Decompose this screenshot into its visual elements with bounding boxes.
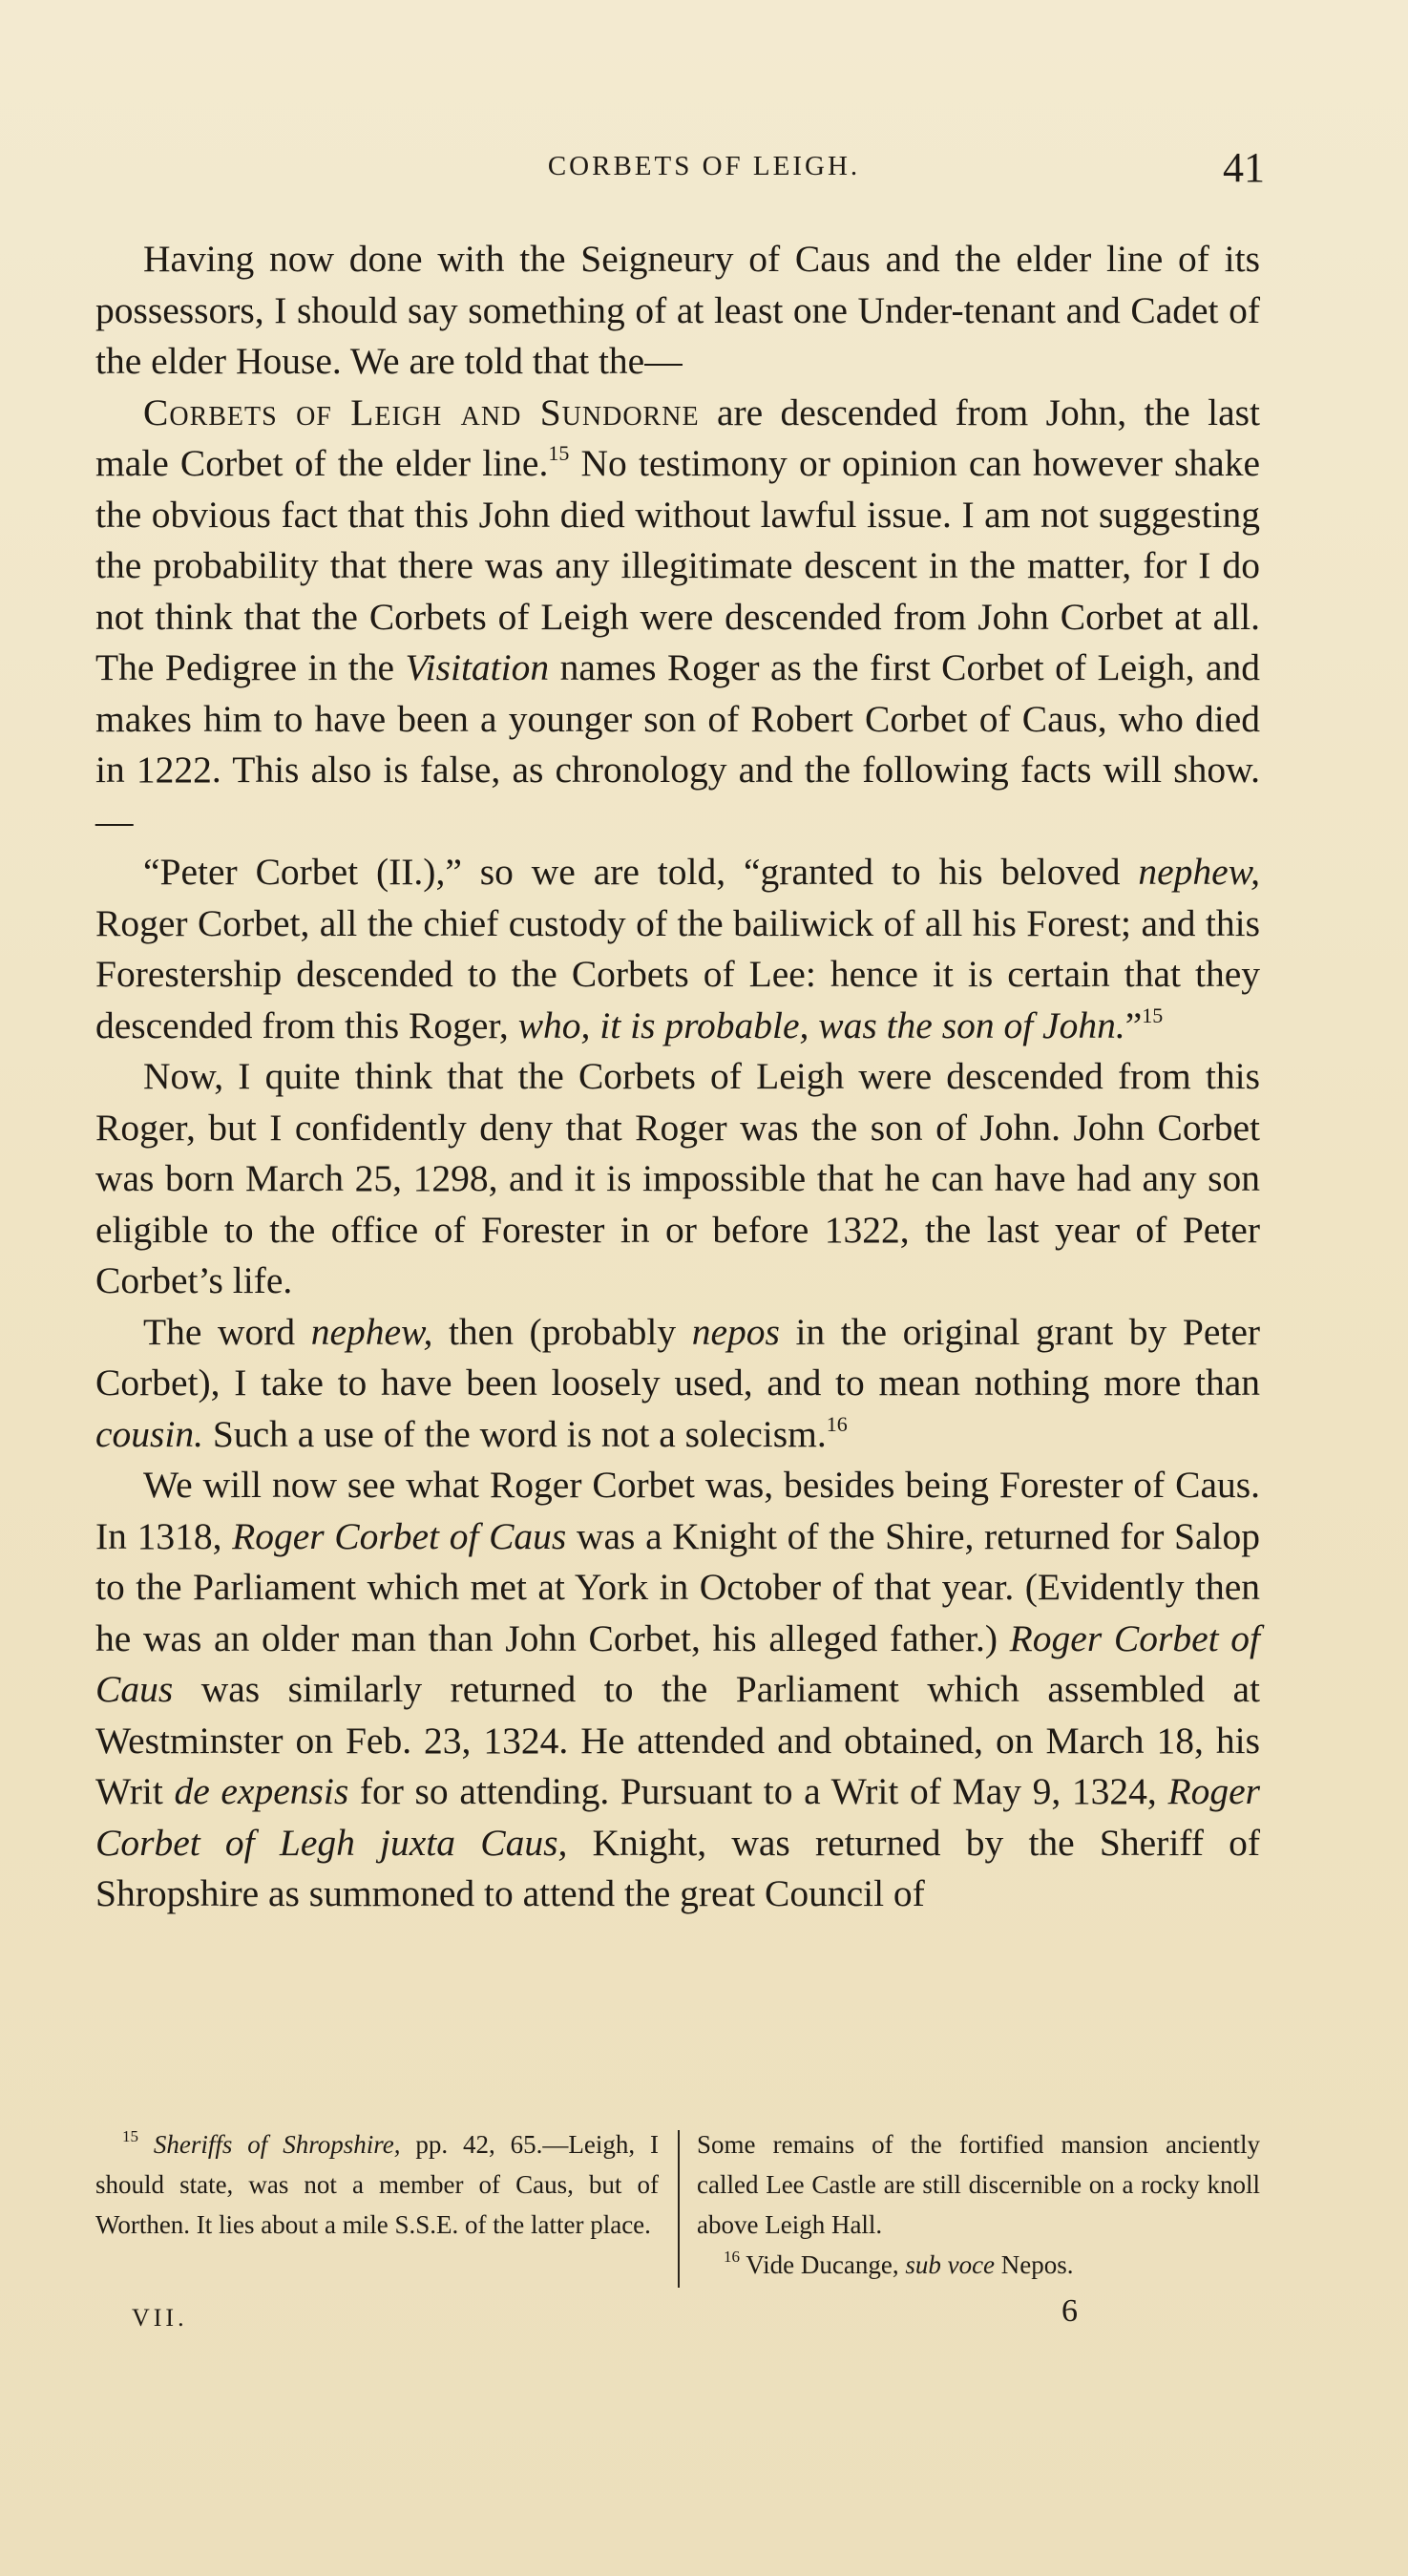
footnote-ref-15: 15 bbox=[1142, 1003, 1164, 1027]
footnote-divider bbox=[678, 2130, 680, 2288]
running-head: CORBETS OF LEIGH. bbox=[547, 151, 861, 181]
sheet-number: 6 bbox=[1061, 2293, 1078, 2329]
footnote-15-continued: Some remains of the fortified mansion anciently called Lee Castle are still discernible on a rocky knoll above Leigh Hall. bbox=[697, 2130, 1260, 2239]
section-lead: Corbets of Leigh and Sundorne bbox=[143, 391, 700, 433]
paragraph-1: Having now done with the Seigneury of Caus and the elder line of its possessors, I should say something of at least one Under-tenant and Cadet of the elder House. We are told that the— bbox=[95, 238, 1260, 382]
signature-mark: VII. bbox=[132, 2304, 188, 2332]
paragraph-6: We will now see what Roger Corbet was, besides being Forester of Caus. In 1318, Roger Corbet of Caus was a Knight of the Shire, returned for Salop to the Parliament which met at York in October of that year. (Evidently then he was an older man than John Corbet, his alleged father.) Roger Corbet of Caus was similarly returned to the Parliament which assembled at Westminster on Feb. 23, 1324. He attended and obtained, on March 18, his Writ de expensis for so attending. Pursuant to a Writ of May 9, 1324, Roger Corbet of Legh juxta Caus, Knight, was returned by the Sheriff of Shropshire as summoned to attend the great Council of bbox=[95, 1464, 1261, 1914]
page-header bbox=[143, 143, 1265, 201]
paragraph-2: Corbets of Leigh and Sundorne are descended from John, the last male Corbet of the elder line.$^{15}$ No testimony or opinion can however shake the obvious fact that this John died without lawful issue. I am not suggesting the probability that there was any illegitimate descent in the matter, for I do not think that the Corbets of Leigh were descended from John Corbet at all. The Pedigree in the Visitation names Roger as the first Corbet of Leigh, and makes him to have been a younger son of Robert Corbet of Caus, who died in 1222. This also is false, as chronology and the following facts will show.— bbox=[95, 391, 1260, 842]
page-number: 41 bbox=[1223, 144, 1265, 191]
footnote-column-right bbox=[697, 2124, 1260, 2285]
footnote-ref-16: 16 bbox=[826, 1411, 848, 1436]
footnote-15: $^{15}$ Sheriffs of Shropshire, pp. 42, 65.—Leigh, I should state, was not a member of Caus, but of Worthen. It lies about a mile S.S.E. of the latter place. bbox=[95, 2127, 659, 2239]
paragraph-5: The word nephew, then (probably nepos in the original grant by Peter Corbet), I take to have been loosely used, and to mean nothing more than cousin. Such a use of the word is not a solecism.$^{16}$ bbox=[95, 1310, 1261, 1455]
main-text bbox=[95, 234, 1260, 1920]
footnote-column-left bbox=[95, 2124, 659, 2245]
paragraph-3: “Peter Corbet (II.),” so we are told, “granted to his beloved nephew, Roger Corbet, all the chief custody of the bailiwick of all his Forest; and this Forestership descended to the Corbets of Lee: hence it is certain that they descended from this Roger, who, it is probable, was the son of John.”$^{15}$ bbox=[95, 851, 1260, 1046]
paragraph-4: Now, I quite think that the Corbets of Leigh were descended from this Roger, but I confidently deny that Roger was the son of John. John Corbet was born March 25, 1298, and it is impossible that he can have had any son eligible to the office of Forester in or before 1322, the last year of Peter Corbet’s life. bbox=[95, 1055, 1260, 1301]
footnote-ref-15: 15 bbox=[548, 441, 570, 465]
footnote-16: $^{16}$ Vide Ducange, sub voce Nepos. bbox=[724, 2248, 1074, 2279]
